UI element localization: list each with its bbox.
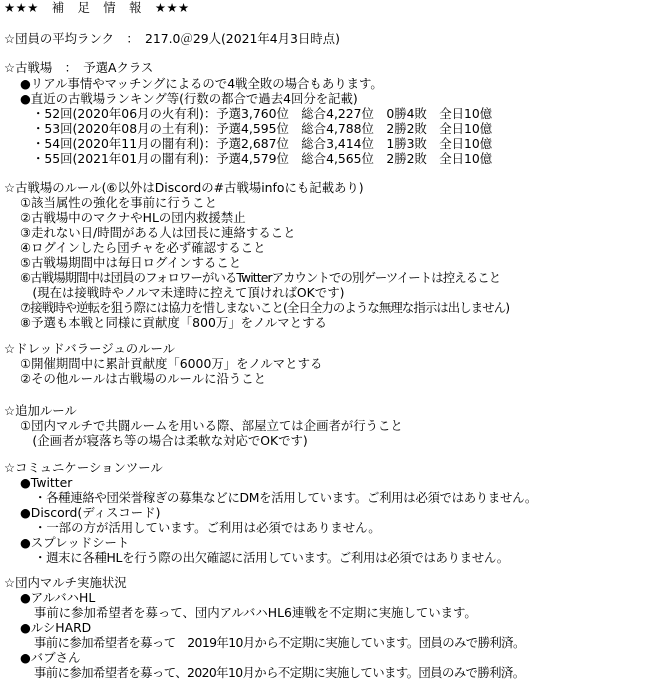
tool-description: ・各種連絡や団栄誉稼ぎの募集などにDMを活用しています。ご利用は必須ではありません。 xyxy=(34,490,538,505)
kosenjo-rule-item: ⑥古戦場期間中は団員のフォロワーがいるTwitterアカウントでの別ゲーツイートは控えること xyxy=(20,270,501,285)
kosenjo-rule-item-note: (現在は接戦時やノルマ未達時に控えて頂ければOKです) xyxy=(20,285,345,300)
dread-barrage-rule-item: ②その他ルールは古戦場のルールに沿うこと xyxy=(20,371,267,386)
multi-name-albaha-hl: ●アルバハHL xyxy=(20,590,96,605)
average-rank-heading: ☆団員の平均ランク ： 217.0＠29人(2021年4月3日時点) xyxy=(4,31,340,46)
tool-description: ・週末に各種HLを行う際の出欠確認に活用しています。ご利用は必須ではありません。 xyxy=(34,550,509,565)
multi-description: 事前に参加希望者を募って、2020年10月から不定期に実施しています。団員のみで勝利済。 xyxy=(34,665,525,680)
kosenjo-rule-item: ②古戦場中のマクナやHLの団内救援禁止 xyxy=(20,210,246,225)
multi-name-bab: ●バブさん xyxy=(20,650,81,665)
multi-description: 事前に参加希望者を募って、団内アルバハHL6連戦を不定期に実施しています。 xyxy=(34,605,477,620)
kosenjo-rule-item: ④ログインしたら団チャを必ず確認すること xyxy=(20,240,266,255)
kosenjo-rule-item: ⑤古戦場期間中は毎日ログインすること xyxy=(20,255,242,270)
document-title: ★★★ 補 足 情 報 ★★★ xyxy=(4,0,190,15)
tool-name-spreadsheet: ●スプレッドシート xyxy=(20,535,130,550)
additional-rule-note: (企画者が寝落ち等の場合は柔軟な対応でOKです) xyxy=(20,433,308,448)
communication-tools-heading: ☆コミュニケーションツール xyxy=(4,460,163,475)
dread-barrage-rule-item: ①開催期間中に累計貢献度「6000万」をノルマとする xyxy=(20,356,323,371)
tool-name-discord: ●Discord(ディスコード) xyxy=(20,505,161,520)
kosenjo-note: ●リアル事情やマッチングによるので4戦全敗の場合もあります。 xyxy=(20,76,383,91)
kosenjo-ranking-row: ・53回(2020年08月の土有利)：予選4,595位 総合4,788位 2勝2敗 全日10億 xyxy=(32,121,493,136)
tool-name-twitter: ●Twitter xyxy=(20,475,73,490)
kosenjo-rule-item: ①該当属性の強化を事前に行うこと xyxy=(20,195,217,210)
kosenjo-rule-item: ⑧予選も本戦と同様に貢献度「800万」をノルマとする xyxy=(20,315,327,330)
kosenjo-rules-heading: ☆古戦場のルール(⑥以外はDiscordの#古戦場infoにも記載あり) xyxy=(4,180,364,195)
additional-rule-item: ①団内マルチで共闘ルームを用いる際、部屋立ては企画者が行うこと xyxy=(20,418,403,433)
tool-description: ・一部の方が活用しています。ご利用は必須ではありません。 xyxy=(34,520,381,535)
kosenjo-ranking-row: ・52回(2020年06月の火有利)：予選3,760位 総合4,227位 0勝4敗 全日10億 xyxy=(32,106,493,121)
dread-barrage-rules-heading: ☆ドレッドバラージュのルール xyxy=(4,341,176,356)
kosenjo-heading: ☆古戦場 ： 予選Aクラス xyxy=(4,60,154,75)
kosenjo-rule-item: ③走れない日/時間がある人は団長に連絡すること xyxy=(20,225,296,240)
kosenjo-ranking-row: ・55回(2021年01月の闇有利)：予選4,579位 総合4,565位 2勝2敗 全日10億 xyxy=(32,151,493,166)
kosenjo-rule-item: ⑦接戦時や逆転を狙う際には協力を惜しまないこと(全日全力のような無理な指示は出しません) xyxy=(20,300,510,315)
guild-multi-status-heading: ☆団内マルチ実施状況 xyxy=(4,575,127,590)
kosenjo-ranking-heading: ●直近の古戦場ランキング等(行数の都合で過去4回分を記載) xyxy=(20,91,358,106)
multi-description: 事前に参加希望者を募って 2019年10月から不定期に実施しています。団員のみで勝利済。 xyxy=(34,635,525,650)
kosenjo-ranking-row: ・54回(2020年11月の闇有利)：予選2,687位 総合3,414位 1勝3敗 全日10億 xyxy=(32,136,493,151)
multi-name-lucifer-hard: ●ルシHARD xyxy=(20,620,92,635)
additional-rules-heading: ☆追加ルール xyxy=(4,403,77,418)
